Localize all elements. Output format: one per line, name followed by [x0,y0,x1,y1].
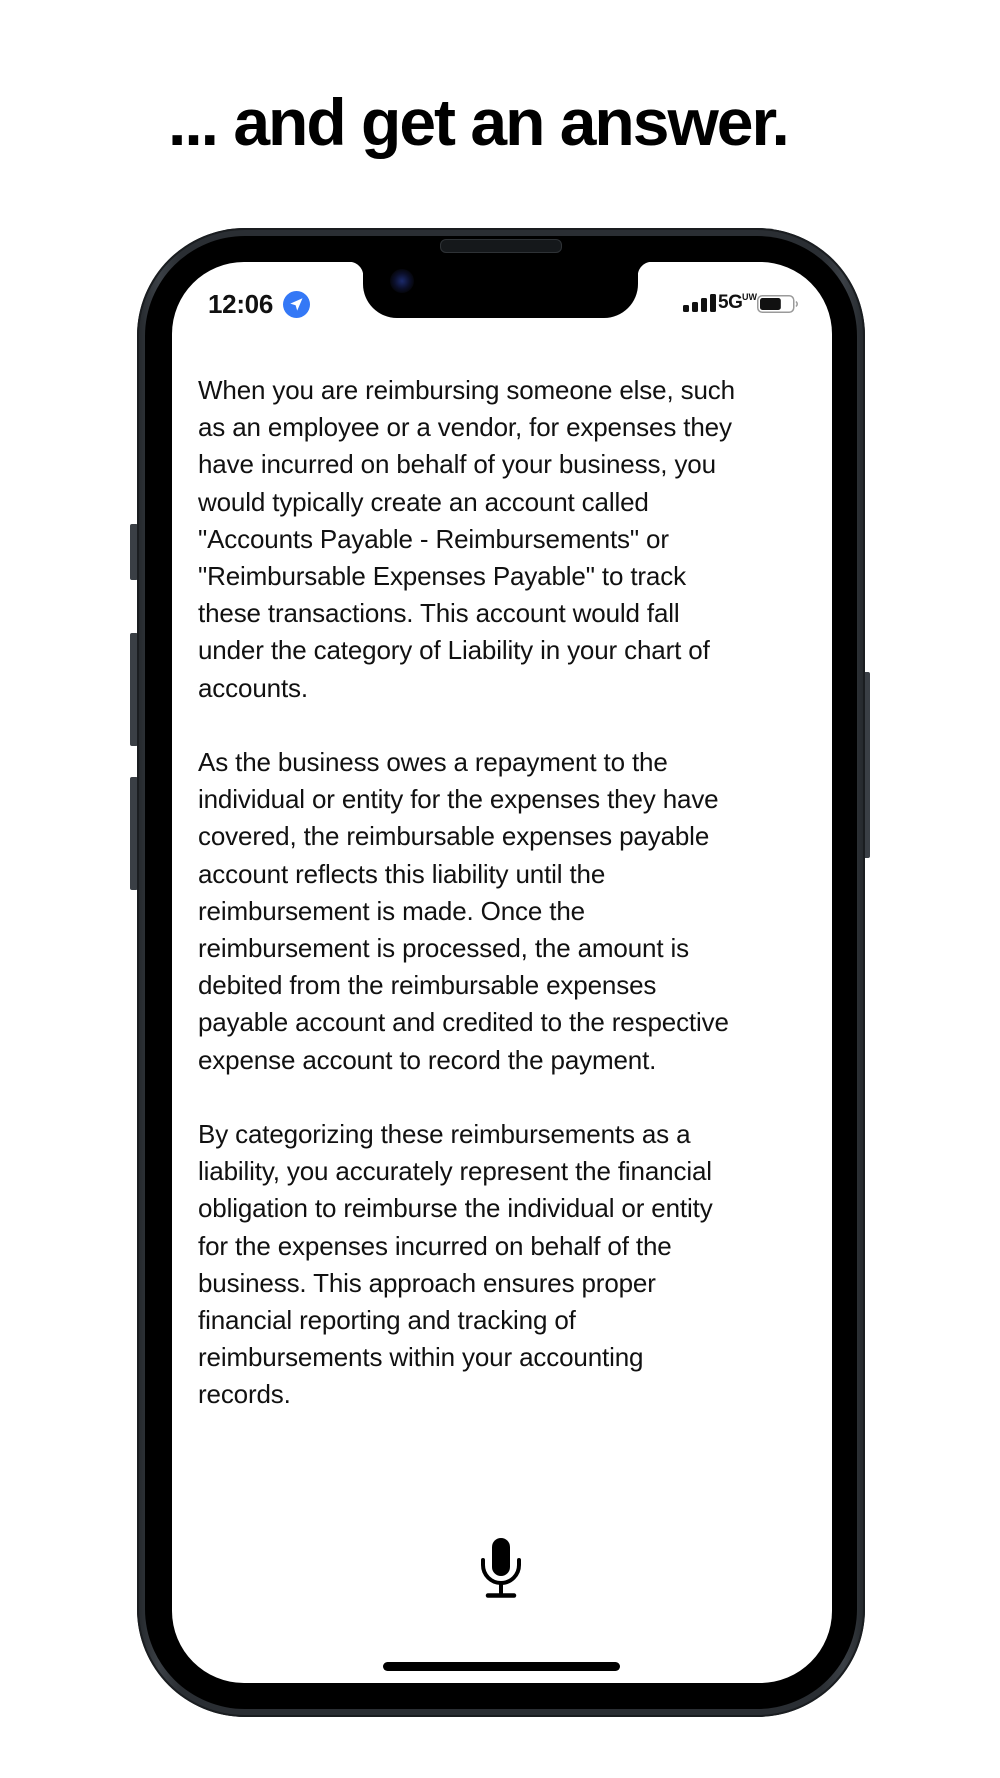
answer-line: reimbursements within your accounting [198,1342,644,1373]
answer-line: "Accounts Payable - Reimbursements" or [198,523,669,554]
answer-line: reimbursement is made. Once the [198,895,585,926]
answer-paragraph [198,744,818,1079]
phone-screen [172,262,832,1683]
answer-line: under the category of Liability in your chart of [198,635,710,666]
answer-line: reimbursement is processed, the amount is [198,933,689,964]
home-indicator[interactable] [383,1662,620,1671]
answer-line: payable account and credited to the respective [198,1007,729,1038]
front-camera [390,269,414,293]
answer-paragraph [198,372,818,707]
answer-line: business. This approach ensures proper [198,1267,656,1298]
answer-line: obligation to reimburse the individual or entity [198,1193,713,1224]
answer-line: as an employee or a vendor, for expenses they [198,412,732,443]
status-time: 12:06 [208,289,273,319]
answer-line: expense account to record the payment. [198,1044,657,1075]
answer-text [198,372,818,1451]
microphone-icon[interactable] [479,1538,523,1600]
answer-line: When you are reimbursing someone else, such [198,375,735,405]
answer-line: records. [198,1379,291,1410]
battery-level-fill [760,298,781,310]
answer-line: "Reimbursable Expenses Payable" to track [198,561,686,592]
battery-icon [757,295,799,313]
network-subtype: UW [742,292,757,302]
answer-line: accounts. [198,672,308,703]
answer-line: have incurred on behalf of your business, you [198,449,716,480]
answer-line: would typically create an account called [198,486,649,517]
answer-line: liability, you accurately represent the financial [198,1156,712,1187]
answer-line: financial reporting and tracking of [198,1305,576,1336]
cellular-signal-icon [683,294,717,312]
answer-line: debited from the reimbursable expenses [198,970,657,1001]
headline: ... and get an answer. [168,85,788,159]
answer-paragraph [198,1116,818,1414]
answer-line: covered, the reimbursable expenses payable [198,821,710,852]
location-arrow-icon [283,291,310,318]
answer-line: As the business owes a repayment to the [198,747,668,778]
earpiece-speaker [440,239,562,253]
answer-line: for the expenses incurred on behalf of the [198,1230,672,1261]
answer-line: these transactions. This account would fall [198,598,680,629]
answer-line: By categorizing these reimbursements as a [198,1119,691,1150]
answer-line: account reflects this liability until the [198,858,606,889]
network-type: 5G [718,292,743,313]
answer-line: individual or entity for the expenses they have [198,784,719,815]
